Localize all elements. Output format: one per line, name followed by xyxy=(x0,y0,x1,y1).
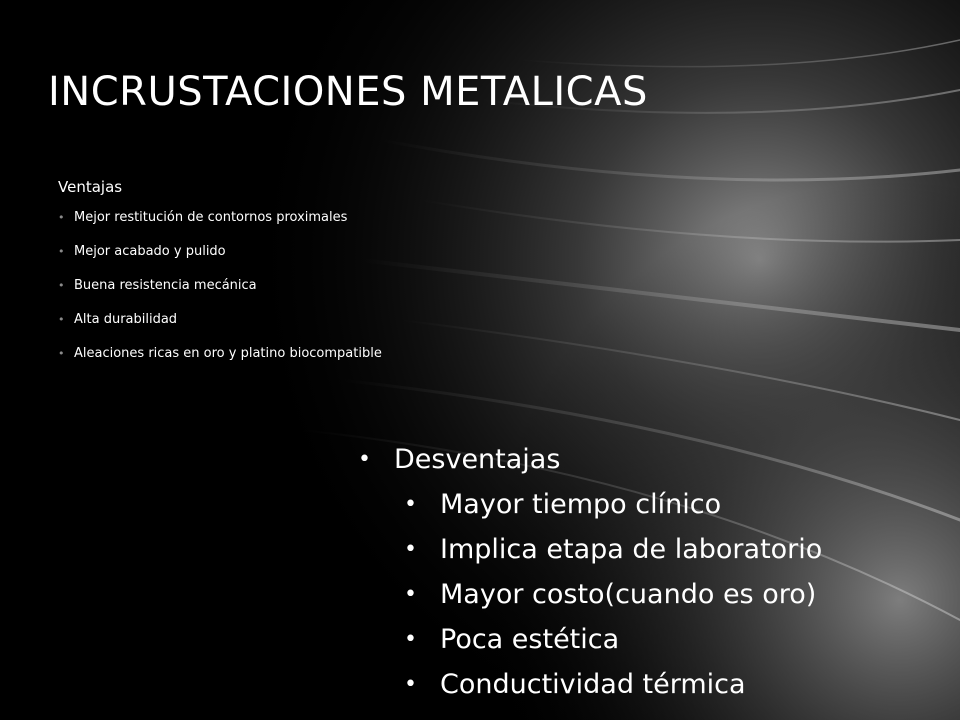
list-item xyxy=(58,310,578,344)
list-item xyxy=(58,276,578,310)
bullet-icon: • xyxy=(58,211,65,224)
list-item-text: Conductividad térmica xyxy=(440,669,746,700)
desventajas-heading xyxy=(356,438,946,483)
bullet-icon: • xyxy=(58,313,65,326)
desventajas-section xyxy=(356,438,946,708)
bullet-icon: • xyxy=(358,447,371,472)
list-item xyxy=(404,528,946,573)
desventajas-list xyxy=(356,483,946,708)
list-item-text: Mejor acabado y pulido xyxy=(74,244,226,259)
list-item xyxy=(58,242,578,276)
ventajas-section xyxy=(58,176,578,378)
desventajas-heading-text: Desventajas xyxy=(394,444,561,475)
list-item-text: Mayor costo(cuando es oro) xyxy=(440,579,817,610)
list-item-text: Buena resistencia mecánica xyxy=(74,278,257,293)
bullet-icon: • xyxy=(58,279,65,292)
list-item-text: Mejor restitución de contornos proximales xyxy=(74,210,348,225)
list-item xyxy=(58,344,578,378)
list-item xyxy=(404,618,946,663)
bullet-icon: • xyxy=(404,492,417,517)
list-item-text: Alta durabilidad xyxy=(74,312,178,327)
bullet-icon: • xyxy=(404,627,417,652)
list-item xyxy=(404,573,946,618)
list-item xyxy=(404,663,946,708)
list-item-text: Aleaciones ricas en oro y platino biocompatible xyxy=(74,346,382,361)
list-item-text: Mayor tiempo clínico xyxy=(440,489,722,520)
bullet-icon: • xyxy=(58,245,65,258)
bullet-icon: • xyxy=(404,582,417,607)
slide-title: INCRUSTACIONES METALICAS xyxy=(48,69,648,115)
bullet-icon: • xyxy=(58,347,65,360)
ventajas-list xyxy=(58,208,578,378)
list-item xyxy=(58,208,578,242)
ventajas-heading: Ventajas xyxy=(58,178,123,196)
list-item-text: Implica etapa de laboratorio xyxy=(440,534,823,565)
bullet-icon: • xyxy=(404,537,417,562)
list-item xyxy=(404,483,946,528)
list-item-text: Poca estética xyxy=(440,624,620,655)
bullet-icon: • xyxy=(404,672,417,697)
